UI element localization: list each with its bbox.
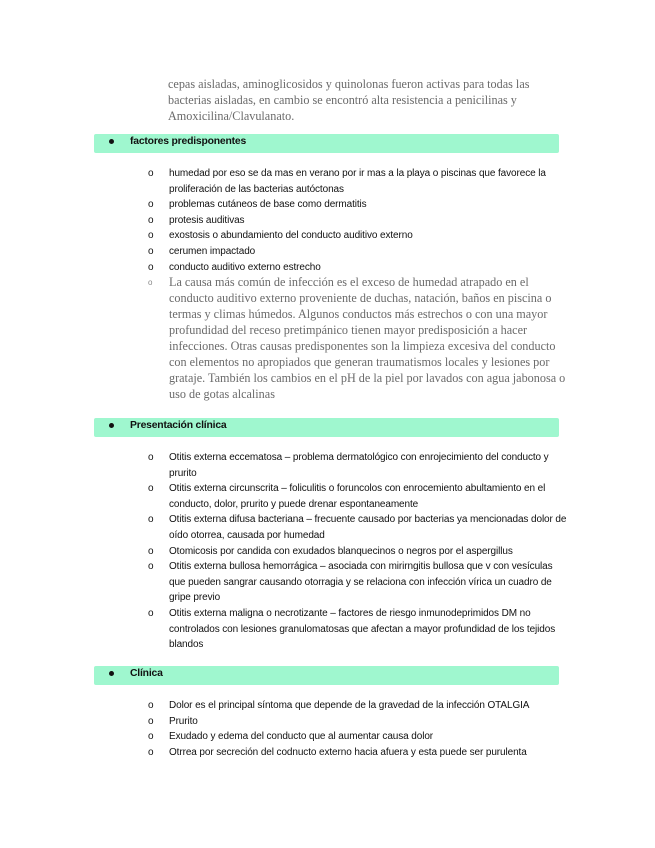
circle-bullet-icon: o — [148, 607, 154, 619]
list-item: o Exudado y edema del conducto que al aumentar causa dolor — [148, 729, 568, 745]
circle-bullet-icon: o — [148, 700, 154, 711]
list-item-note: o La causa más común de infección es el exceso de humedad atrapado en el conducto auditivo externo proveniente de duchas, natación, baños en piscina o termas y climas húmedos. Algunos conductos más estrechos o con una mayor profundidad del receso pretimpánico tienen mayor predisposición a hacer infecciones. Otras causas predisponentes son la limpieza excesiva del conducto con elementos no apropiados que generan traumatismos locales y lesiones por grataje. También los cambios en el pH de la piel por lavados con agua jabonosa o uso de gotas alcalinas — [148, 275, 566, 401]
list-item: o Otitis externa difusa bacteriana – frecuente causado por bacterias ya mencionadas dolor de oído otorrea, causada por humedad — [148, 514, 567, 541]
list-item: o problemas cutáneos de base como dermatitis — [148, 197, 568, 213]
list-item: o Otrrea por secreción del codnucto externo hacia afuera y esta puede ser purulenta — [148, 745, 568, 761]
section-header-presentacion — [94, 418, 559, 437]
list-item: o conducto auditivo externo estrecho — [148, 260, 568, 276]
list-item: o Dolor es el principal síntoma que depende de la gravedad de la infección OTALGIA — [148, 698, 568, 714]
circle-bullet-icon: o — [148, 561, 154, 573]
intro-paragraph: cepas aisladas, aminoglicosidos y quinolonas fueron activas para todas las bacterias aisladas, en cambio se encontró alta resistencia a penicilinas y Amoxicilina/Clavulanato. — [168, 77, 530, 123]
section-title: factores predisponentes — [130, 136, 247, 147]
circle-bullet-icon: o — [148, 746, 154, 758]
section-title: Clínica — [130, 668, 163, 679]
circle-bullet-icon: o — [148, 230, 154, 242]
circle-bullet-icon: o — [148, 261, 154, 273]
list-item: o Otitis externa circunscrita – foliculitis o foruncolos con enrocemiento abultamiento en el conducto, dolor, prurito y puede drenar espontaneamente — [148, 483, 546, 510]
list-item: o Otitis externa bullosa hemorrágica – asociada con mirirngitis bullosa que v con vesículas que pueden sangrar causando otorragia y se relaciona con infección vírica un cuadro de gripe previo — [148, 561, 553, 604]
list-item: o Otitis externa eccematosa – problema dermatológico con enrojecimiento del conducto y prurito — [148, 452, 549, 479]
circle-bullet-icon: o — [148, 278, 153, 288]
section-title: Presentación clínica — [130, 420, 227, 431]
circle-bullet-icon: o — [148, 452, 154, 463]
bullet-dot-icon — [109, 671, 114, 676]
circle-bullet-icon: o — [148, 168, 154, 179]
clinica-list — [148, 698, 568, 760]
list-item: o Otomicosis por candida con exudados blanquecinos o negros por el aspergillus — [148, 544, 568, 560]
section-header-clinica — [94, 666, 559, 685]
list-item: o exostosis o abundamiento del conducto auditivo externo — [148, 228, 568, 244]
bullet-dot-icon — [109, 139, 114, 144]
section-header-factores — [94, 134, 559, 153]
presentacion-list — [148, 450, 568, 653]
list-item: o humedad por eso se da mas en verano por ir mas a la playa o piscinas que favorece la proliferación de las bacterias autóctonas — [148, 168, 546, 195]
circle-bullet-icon: o — [148, 545, 154, 557]
circle-bullet-icon: o — [148, 731, 154, 743]
list-item: o cerumen impactado — [148, 244, 568, 260]
circle-bullet-icon: o — [148, 514, 154, 526]
circle-bullet-icon: o — [148, 715, 154, 727]
circle-bullet-icon: o — [148, 483, 154, 495]
factores-list — [148, 166, 568, 402]
circle-bullet-icon: o — [148, 245, 154, 257]
circle-bullet-icon: o — [148, 199, 154, 211]
list-item: o protesis auditivas — [148, 213, 568, 229]
circle-bullet-icon: o — [148, 214, 154, 226]
bullet-dot-icon — [109, 423, 114, 428]
list-item: o Prurito — [148, 714, 568, 730]
list-item: o Otitis externa maligna o necrotizante – factores de riesgo inmunodeprimidos DM no controlados con lesiones granulomatosas que afectan a mayor profundidad de los tejidos blandos — [148, 607, 556, 651]
